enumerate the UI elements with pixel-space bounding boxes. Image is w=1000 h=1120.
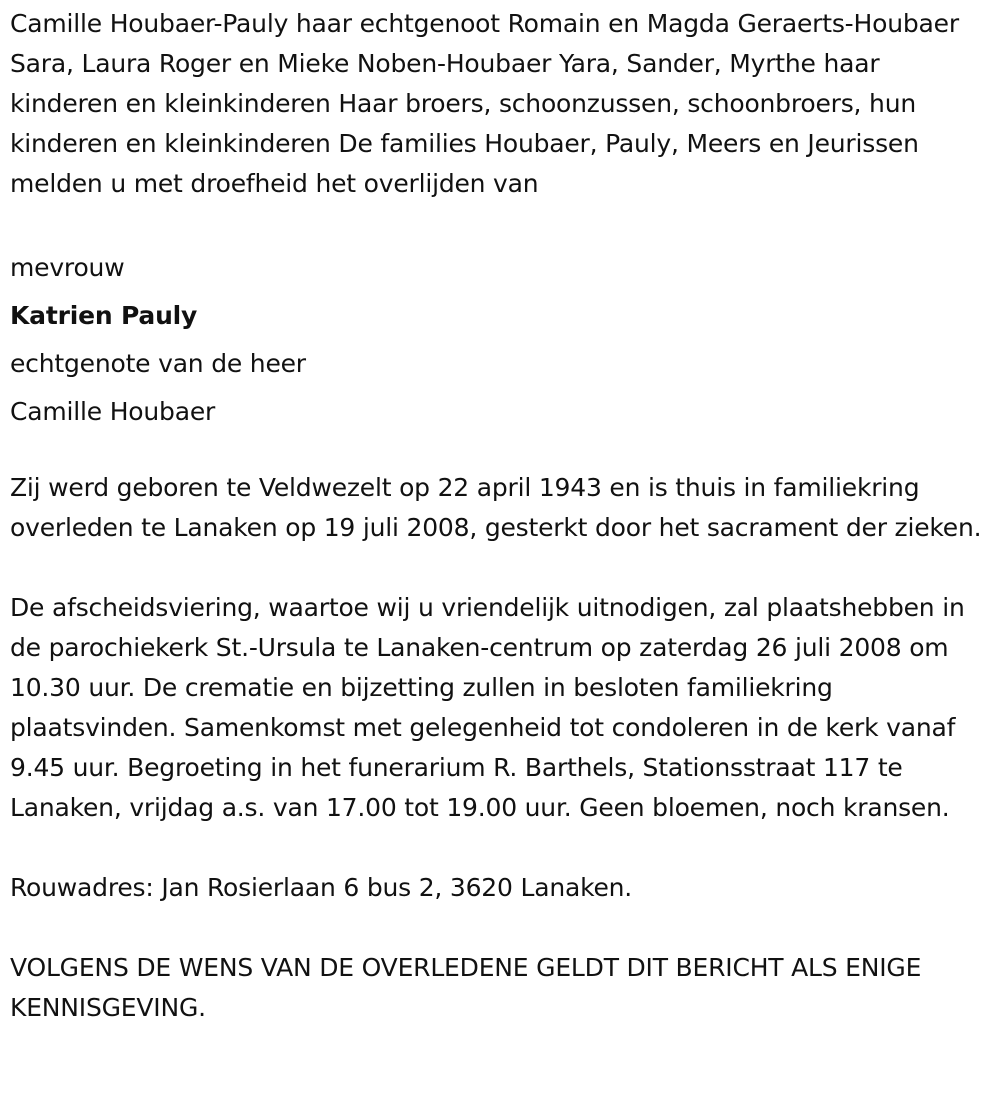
spacer: [10, 436, 995, 468]
deceased-spouse: Camille Houbaer: [10, 397, 216, 426]
death-notice: [10, 4, 995, 1028]
ceremony-paragraph: De afscheidsviering, waartoe wij u vriendelijk uitnodigen, zal plaatshebben in de parochiekerk St.-Ursula te Lanaken-centrum op zaterdag 26 juli 2008 om 10.30 uur. De crematie en bijzetting zullen in besloten familiekring plaatsvinden. Samenkomst met gelegenheid tot condoleren in de kerk vanaf 9.45 uur. Begroeting in het funerarium R. Barthels, Stationsstraat 117 te Lanaken, vrijdag a.s. van 17.00 tot 19.00 uur. Geen bloemen, noch kransen.: [10, 593, 965, 822]
deceased-relation: echtgenote van de heer: [10, 349, 306, 378]
spacer: [10, 828, 995, 868]
spacer: [10, 908, 995, 948]
notice-statement: VOLGENS DE WENS VAN DE OVERLEDENE GELDT DIT BERICHT ALS ENIGE KENNISGEVING.: [10, 953, 922, 1022]
intro-paragraph: Camille Houbaer-Pauly haar echtgenoot Romain en Magda Geraerts-Houbaer Sara, Laura Roger en Mieke Noben-Houbaer Yara, Sander, Myrthe haar kinderen en kleinkinderen Haar broers, schoonzussen, schoonbroers, hun kinderen en kleinkinderen De families Houbaer, Pauly, Meers en Jeurissen melden u met droefheid het overlijden van: [10, 9, 959, 198]
deceased-title: mevrouw: [10, 253, 125, 282]
spacer: [10, 204, 995, 244]
spacer: [10, 548, 995, 588]
mourning-address: Rouwadres: Jan Rosierlaan 6 bus 2, 3620 Lanaken.: [10, 873, 633, 902]
birth-death-paragraph: Zij werd geboren te Veldwezelt op 22 april 1943 en is thuis in familiekring overleden te Lanaken op 19 juli 2008, gesterkt door het sacrament der zieken.: [10, 473, 982, 542]
deceased-name: Katrien Pauly: [10, 301, 198, 330]
